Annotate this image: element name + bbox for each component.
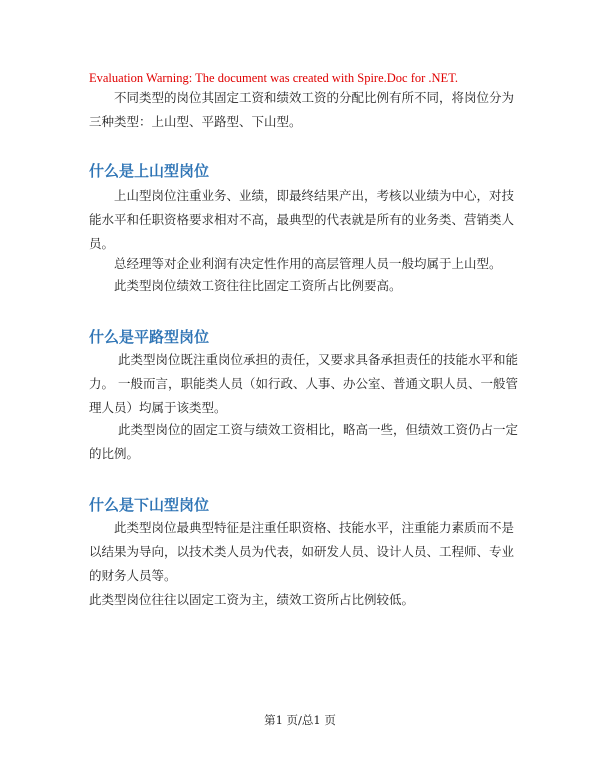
page-footer: 第1 页/总1 页: [264, 713, 336, 727]
downhill-paragraph-2: 此类型岗位往往以固定工资为主，绩效工资所占比例较低。: [89, 592, 415, 607]
section-heading-flat: 什么是平路型岗位: [89, 328, 210, 346]
section-heading-downhill: 什么是下山型岗位: [89, 496, 210, 514]
uphill-paragraph-1: 上山型岗位注重业务、业绩，即最终结果产出，考核以业绩为中心，对技能水平和任职资格要求相对不高，最典型的代表就是所有的业务类、营销类人员。: [89, 188, 515, 251]
evaluation-warning: Evaluation Warning: The document was created with Spire.Doc for .NET.: [89, 71, 459, 85]
section-heading-uphill: 什么是上山型岗位: [89, 162, 210, 180]
uphill-paragraph-3: 此类型岗位绩效工资往往比固定工资所占比例要高。: [114, 278, 402, 293]
uphill-paragraph-2: 总经理等对企业利润有决定性作用的高层管理人员一般均属于上山型。: [114, 256, 502, 271]
downhill-paragraph-1: 此类型岗位最典型特征是注重任职资格、技能水平，注重能力素质而不是以结果为导向，以技术类人员为代表，如研发人员、设计人员、工程师、专业的财务人员等。: [89, 520, 515, 583]
flat-paragraph-2: 一般而言，职能类人员（如行政、人事、办公室、普通文职人员、一般管理人员）均属于该类型。: [89, 376, 519, 415]
intro-paragraph: 不同类型的岗位其固定工资和绩效工资的分配比例有所不同，将岗位分为三种类型：上山型、平路型、下山型。: [89, 90, 515, 129]
flat-paragraph-3: 此类型岗位的固定工资与绩效工资相比，略高一些，但绩效工资仍占一定的比例。: [89, 422, 519, 461]
flat-paragraph-1: 此类型岗位既注重岗位承担的责任，又要求具备承担责任的技能水平和能力。: [89, 352, 519, 391]
